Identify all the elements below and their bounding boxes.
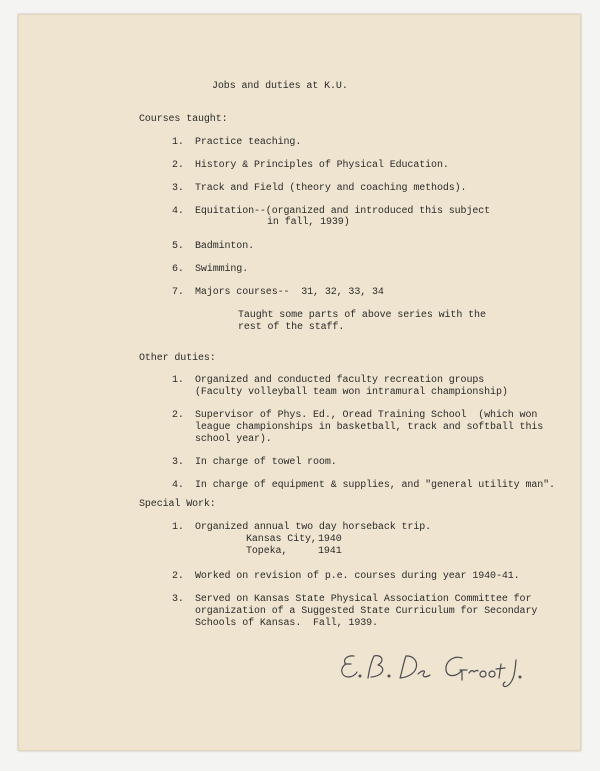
duty-text: (Faculty volleyball team won intramural championship) bbox=[195, 387, 508, 398]
page-title: Jobs and duties at K.U. bbox=[212, 81, 348, 92]
duty-num: 4. bbox=[172, 480, 184, 491]
duty-text: school year). bbox=[195, 434, 272, 445]
course-num: 3. bbox=[172, 183, 184, 194]
special-text: organization of a Suggested State Curriculum for Secondary bbox=[195, 606, 538, 617]
duty-text: In charge of equipment & supplies, and "general utility man". bbox=[195, 480, 555, 491]
courses-note: rest of the staff. bbox=[238, 322, 345, 333]
trip-city: Kansas City, bbox=[246, 534, 317, 545]
special-text: Served on Kansas State Physical Association Committee for bbox=[195, 594, 532, 605]
special-num: 2. bbox=[172, 571, 184, 582]
course-text: Track and Field (theory and coaching methods). bbox=[195, 183, 467, 194]
duty-text: In charge of towel room. bbox=[195, 457, 337, 468]
course-text: Equitation--(organized and introduced this subject bbox=[195, 206, 491, 217]
duty-num: 1. bbox=[172, 375, 184, 386]
special-text: Worked on revision of p.e. courses during year 1940-41. bbox=[195, 571, 520, 582]
course-num: 4. bbox=[172, 206, 184, 217]
course-text-continued: in fall, 1939) bbox=[267, 217, 350, 228]
trip-city: Topeka, bbox=[246, 546, 288, 557]
document-page bbox=[18, 14, 581, 751]
course-num: 1. bbox=[172, 137, 184, 148]
duty-text: Supervisor of Phys. Ed., Oread Training School (which won bbox=[195, 410, 538, 421]
special-text: Schools of Kansas. Fall, 1939. bbox=[195, 618, 378, 629]
special-work-heading: Special Work: bbox=[139, 499, 216, 510]
trip-year: 1941 bbox=[318, 546, 342, 557]
special-num: 1. bbox=[172, 522, 184, 533]
handwritten-signature bbox=[336, 642, 526, 692]
course-text: Practice teaching. bbox=[195, 137, 302, 148]
duty-text: Organized and conducted faculty recreation groups bbox=[195, 375, 485, 386]
course-num: 6. bbox=[172, 264, 184, 275]
other-duties-heading: Other duties: bbox=[139, 353, 216, 364]
duty-text: league championships in basketball, track and softball this bbox=[195, 422, 544, 433]
course-text: History & Principles of Physical Education. bbox=[195, 160, 449, 171]
course-num: 5. bbox=[172, 241, 184, 252]
special-num: 3. bbox=[172, 594, 184, 605]
courses-note: Taught some parts of above series with the bbox=[238, 310, 486, 321]
course-text: Majors courses-- 31, 32, 33, 34 bbox=[195, 287, 384, 298]
course-num: 7. bbox=[172, 287, 184, 298]
course-text: Swimming. bbox=[195, 264, 249, 275]
special-text: Organized annual two day horseback trip. bbox=[195, 522, 432, 533]
course-num: 2. bbox=[172, 160, 184, 171]
trip-year: 1940 bbox=[318, 534, 342, 545]
course-text: Badminton. bbox=[195, 241, 255, 252]
duty-num: 3. bbox=[172, 457, 184, 468]
duty-num: 2. bbox=[172, 410, 184, 421]
courses-heading: Courses taught: bbox=[139, 114, 228, 125]
